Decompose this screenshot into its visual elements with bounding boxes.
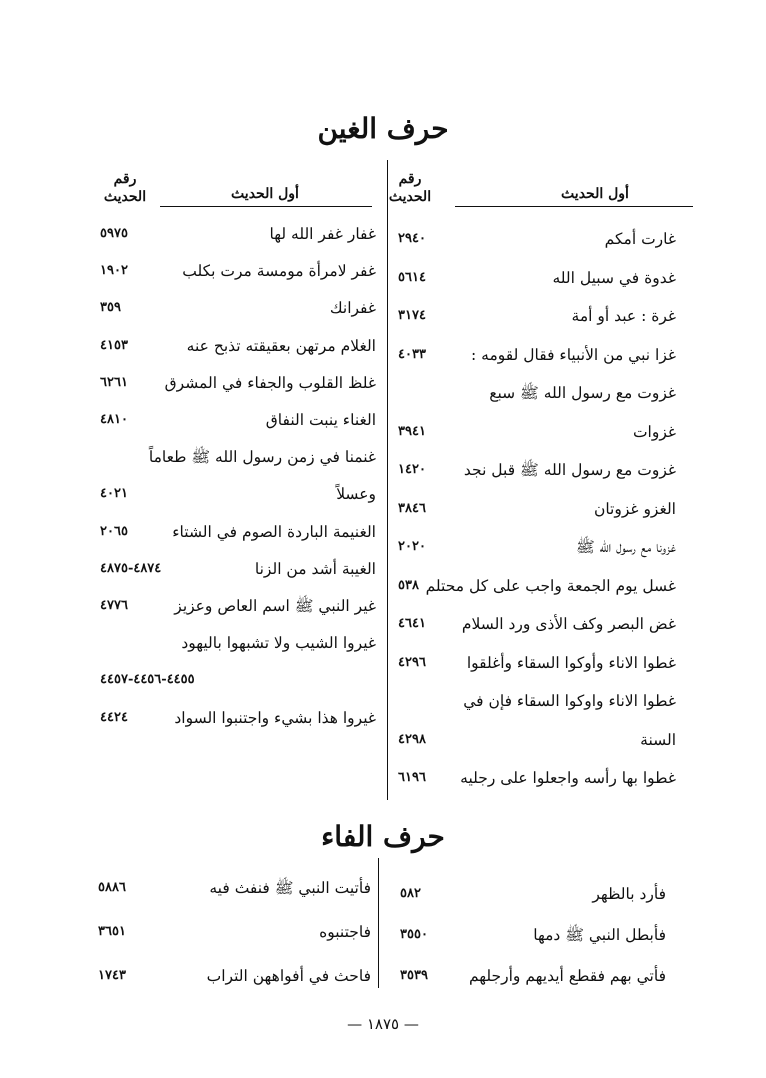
entry-hadith-number: ٤٨٧٤-٤٨٧٥ [100,560,162,576]
section-title-faa: حرف الفاء [321,820,445,853]
entry-hadith-number: ٢٠٢٠ [398,539,426,554]
entry-first-words: غزا نبي من الأنبياء فقال لقومه : [470,345,676,364]
entry-hadith-number: ٥٨٢ [400,886,421,901]
entry-hadith-number: ٤٤٥٥-٤٤٥٦-٤٤٥٧ [100,672,195,688]
entry-first-words: غنمنا في زمن رسول الله ﷺ طعاماً [148,448,376,467]
entry-hadith-number: ٤٢٩٨ [398,731,426,747]
entry-first-words: فاحث في أفواههن التراب [206,967,371,985]
left-column-text-header: أول الحديث [231,186,299,202]
entry-hadith-number: ٢٠٦٥ [100,523,128,539]
entry-first-words: غرة : عبد أو أمة [571,307,676,325]
entry-first-words: وعسلاً [336,485,376,504]
entry-hadith-number: ٤٧٧٦ [100,598,128,613]
entry-hadith-number: ٦٢٦١ [100,374,128,390]
entry-hadith-number: ٤٠٣٣ [398,346,426,362]
faa-column-divider [378,858,379,988]
entry-hadith-number: ٥٣٨ [398,577,419,593]
entry-first-words: فأتيت النبي ﷺ فنفث فيه [209,879,371,897]
right-column-text-header: أول الحديث [561,186,629,202]
entry-first-words: غفر لامرأة مومسة مرت بكلب [182,262,376,281]
left-header-rule [160,206,372,207]
entry-first-words: غيروا هذا بشيء واجتنبوا السواد [174,708,376,727]
entry-first-words: غطوا الاناء واوكوا السقاء فإن في [463,692,676,710]
entry-hadith-number: ٥٩٧٥ [100,226,128,241]
entry-first-words: غفرانك [329,299,376,318]
entry-hadith-number: ٣٩٤١ [398,423,426,439]
entry-first-words: غير النبي ﷺ اسم العاص وعزيز [174,597,376,615]
entry-first-words: غارت أمكم [604,230,676,248]
entry-first-words: غزوات [632,422,676,441]
entry-first-words: غزونا مع رسول الله ﷺ [576,538,676,556]
entry-first-words: غدوة في سبيل الله [552,268,676,287]
entry-first-words: الغناء ينبت النفاق [265,411,376,429]
entry-hadith-number: ٣٨٤٦ [398,500,426,516]
entry-first-words: فأبطل النبي ﷺ دمها [533,926,666,944]
entry-first-words: غلظ القلوب والجفاء في المشرق [164,373,376,392]
entry-first-words: الغيبة أشد من الزنا [254,559,376,578]
entry-first-words: غزوت مع رسول الله ﷺ قبل نجد [463,461,676,479]
right-header-rule [455,206,693,207]
entry-first-words: الغنيمة الباردة الصوم في الشتاء [172,522,376,541]
entry-first-words: الغزو غزوتان [593,499,676,518]
entry-first-words: غزوت مع رسول الله ﷺ سبع [489,384,676,402]
entry-hadith-number: ٢٩٤٠ [398,231,426,246]
entry-hadith-number: ١٤٢٠ [398,462,426,477]
entry-first-words: غض البصر وكف الأذى ورد السلام [461,615,676,633]
entry-first-words: فأتي بهم فقطع أيديهم وأرجلهم [468,967,666,985]
entry-first-words: غطوا بها رأسه واجعلوا على رجليه [460,769,676,787]
entry-first-words: غفار غفر الله لها [269,225,376,243]
right-column-number-header: رقم الحديث [388,171,432,205]
entry-hadith-number: ١٧٤٣ [98,968,126,983]
entry-first-words: غسل يوم الجمعة واجب على كل محتلم [425,576,676,595]
entry-hadith-number: ٣٦٥١ [98,924,126,939]
section-title-ghain: حرف الغين [317,112,449,145]
entry-hadith-number: ٣١٧٤ [398,308,426,323]
entry-first-words: الغلام مرتهن بعقيقته تذبح عنه [186,336,376,355]
entry-first-words: السنة [640,730,676,749]
entry-first-words: فاجتنبوه [319,923,371,941]
entry-hadith-number: ١٩٠٢ [100,263,128,279]
page-number: — ١٨٧٥ — [347,1015,419,1033]
entry-hadith-number: ٤٤٢٤ [100,709,128,725]
entry-hadith-number: ٣٥٩ [100,300,121,316]
entry-hadith-number: ٤٠٢١ [100,486,128,502]
column-divider [387,160,388,800]
entry-hadith-number: ٤٢٩٦ [398,654,426,670]
entry-first-words: غطوا الاناء وأوكوا السقاء وأغلقوا [466,653,676,672]
entry-first-words: غيروا الشيب ولا تشبهوا باليهود [181,634,376,653]
entry-hadith-number: ٣٥٣٩ [400,968,428,983]
entry-hadith-number: ٤٦٤١ [398,616,426,631]
entry-hadith-number: ٥٦١٤ [398,269,426,285]
entry-first-words: فأرد بالظهر [592,885,666,903]
entry-hadith-number: ٤١٥٣ [100,337,128,353]
entry-hadith-number: ٤٨١٠ [100,412,128,427]
entry-hadith-number: ٥٨٨٦ [98,880,126,895]
entry-hadith-number: ٦١٩٦ [398,770,426,785]
entry-hadith-number: ٣٥٥٠ [400,927,428,942]
left-column-number-header: رقم الحديث [103,171,147,205]
